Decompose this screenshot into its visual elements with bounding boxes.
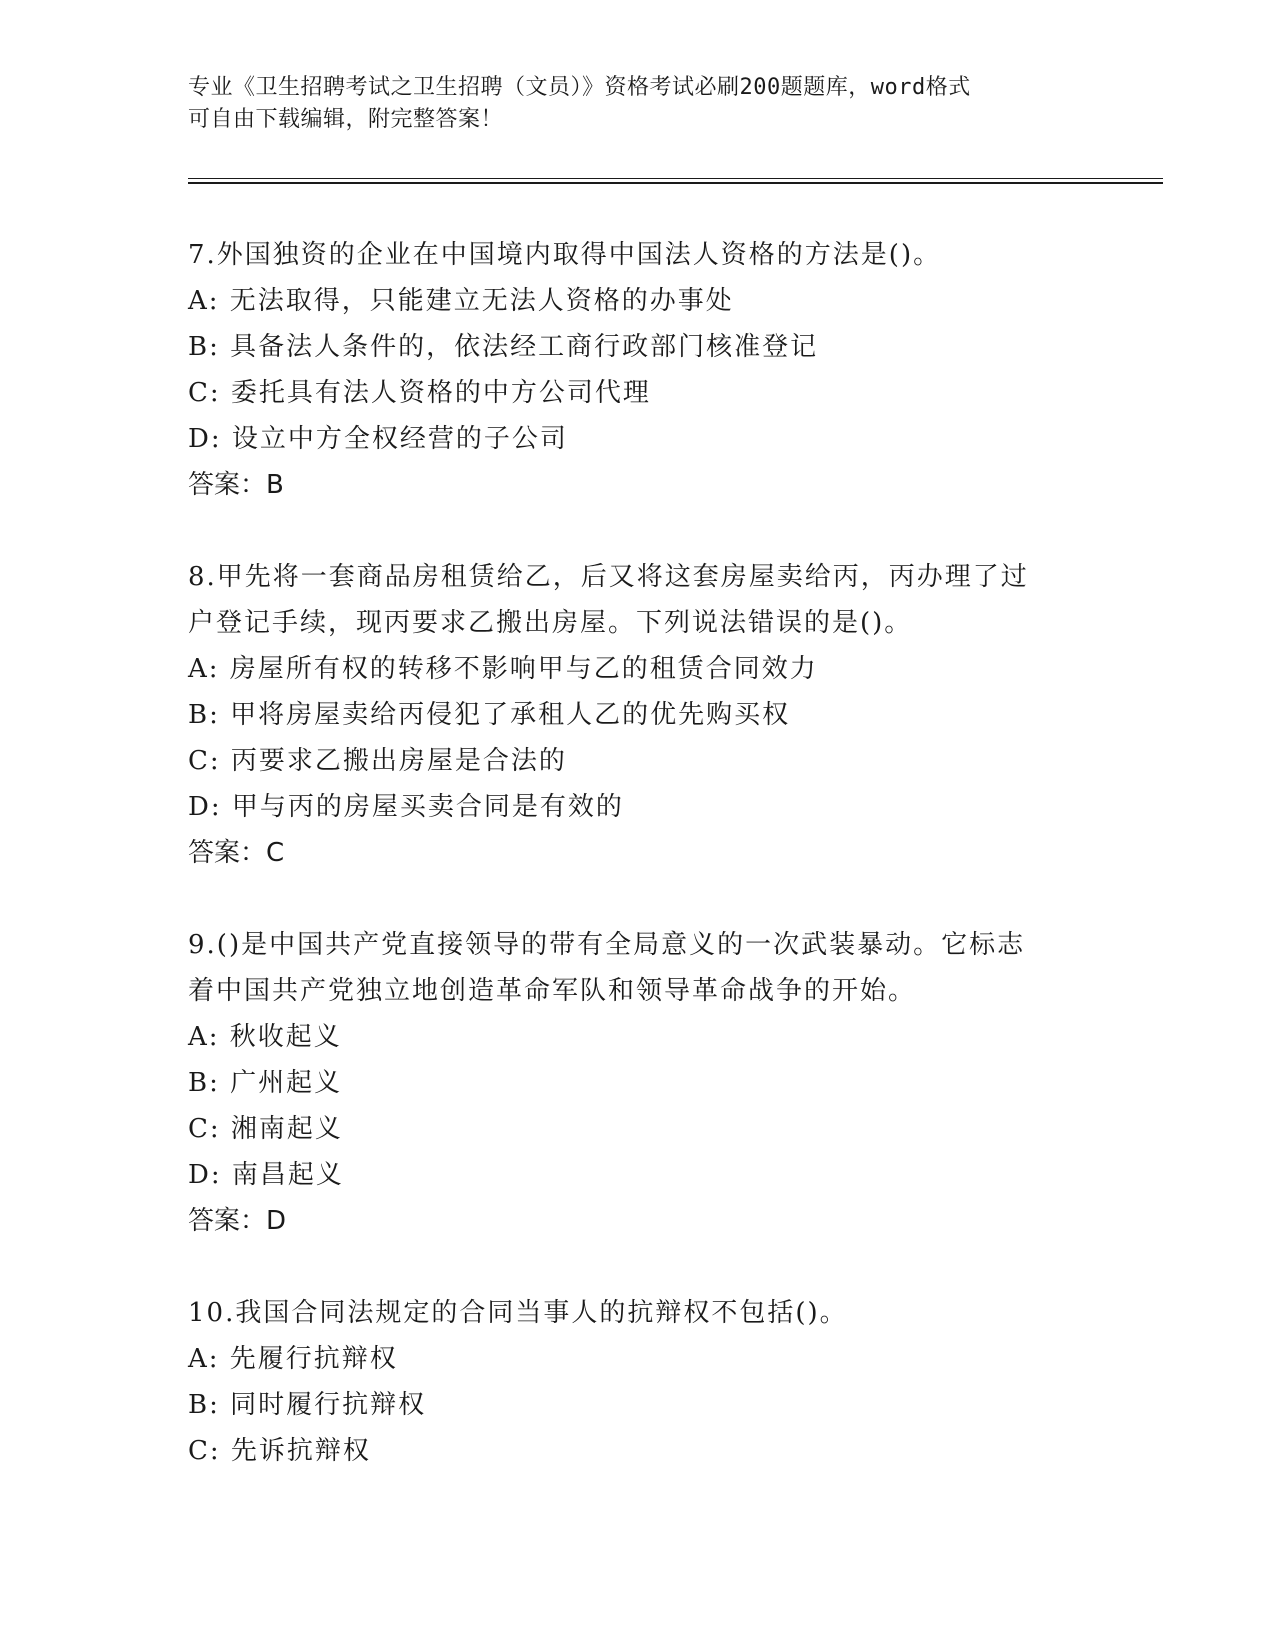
option-b: B: 甲将房屋卖给丙侵犯了承租人乙的优先购买权 xyxy=(188,700,791,730)
question-8 xyxy=(188,554,1088,876)
header-line-2: 可自由下载编辑，附完整答案！ xyxy=(188,107,504,132)
question-text: 9.()是中国共产党直接领导的带有全局意义的一次武装暴动。它标志 xyxy=(188,930,1026,960)
option-d: D: 南昌起义 xyxy=(188,1160,344,1190)
question-list xyxy=(188,232,1088,1520)
option-a: A: 房屋所有权的转移不影响甲与乙的租赁合同效力 xyxy=(188,654,818,684)
option-a: A: 先履行抗辩权 xyxy=(188,1344,398,1374)
question-7 xyxy=(188,232,1088,508)
question-text-continued: 户登记手续，现丙要求乙搬出房屋。下列说法错误的是()。 xyxy=(188,608,913,638)
question-10 xyxy=(188,1290,1088,1474)
option-c: C: 委托具有法人资格的中方公司代理 xyxy=(188,378,651,408)
option-a: A: 秋收起义 xyxy=(188,1022,342,1052)
question-9 xyxy=(188,922,1088,1244)
option-c: C: 先诉抗辩权 xyxy=(188,1436,371,1466)
option-d: D: 甲与丙的房屋买卖合同是有效的 xyxy=(188,792,624,822)
option-c: C: 湘南起义 xyxy=(188,1114,343,1144)
document-header xyxy=(188,72,1088,136)
answer-line: 答案：B xyxy=(188,470,284,500)
option-c: C: 丙要求乙搬出房屋是合法的 xyxy=(188,746,567,776)
option-a: A: 无法取得，只能建立无法人资格的办事处 xyxy=(188,286,734,316)
question-text: 8.甲先将一套商品房租赁给乙，后又将这套房屋卖给丙，丙办理了过 xyxy=(188,562,1029,592)
header-rule-thin xyxy=(188,178,1163,179)
option-b: B: 具备法人条件的，依法经工商行政部门核准登记 xyxy=(188,332,819,362)
option-b: B: 广州起义 xyxy=(188,1068,343,1098)
question-text: 7.外国独资的企业在中国境内取得中国法人资格的方法是()。 xyxy=(188,240,942,270)
option-b: B: 同时履行抗辩权 xyxy=(188,1390,427,1420)
option-d: D: 设立中方全权经营的子公司 xyxy=(188,424,568,454)
header-line-1: 专业《卫生招聘考试之卫生招聘（文员）》资格考试必刷200题题库，word格式 xyxy=(188,75,971,100)
answer-line: 答案：C xyxy=(188,838,285,868)
answer-line: 答案：D xyxy=(188,1206,287,1236)
question-text-continued: 着中国共产党独立地创造革命军队和领导革命战争的开始。 xyxy=(188,976,917,1006)
header-rule-thick xyxy=(188,182,1163,184)
question-text: 10.我国合同法规定的合同当事人的抗辩权不包括()。 xyxy=(188,1298,848,1328)
